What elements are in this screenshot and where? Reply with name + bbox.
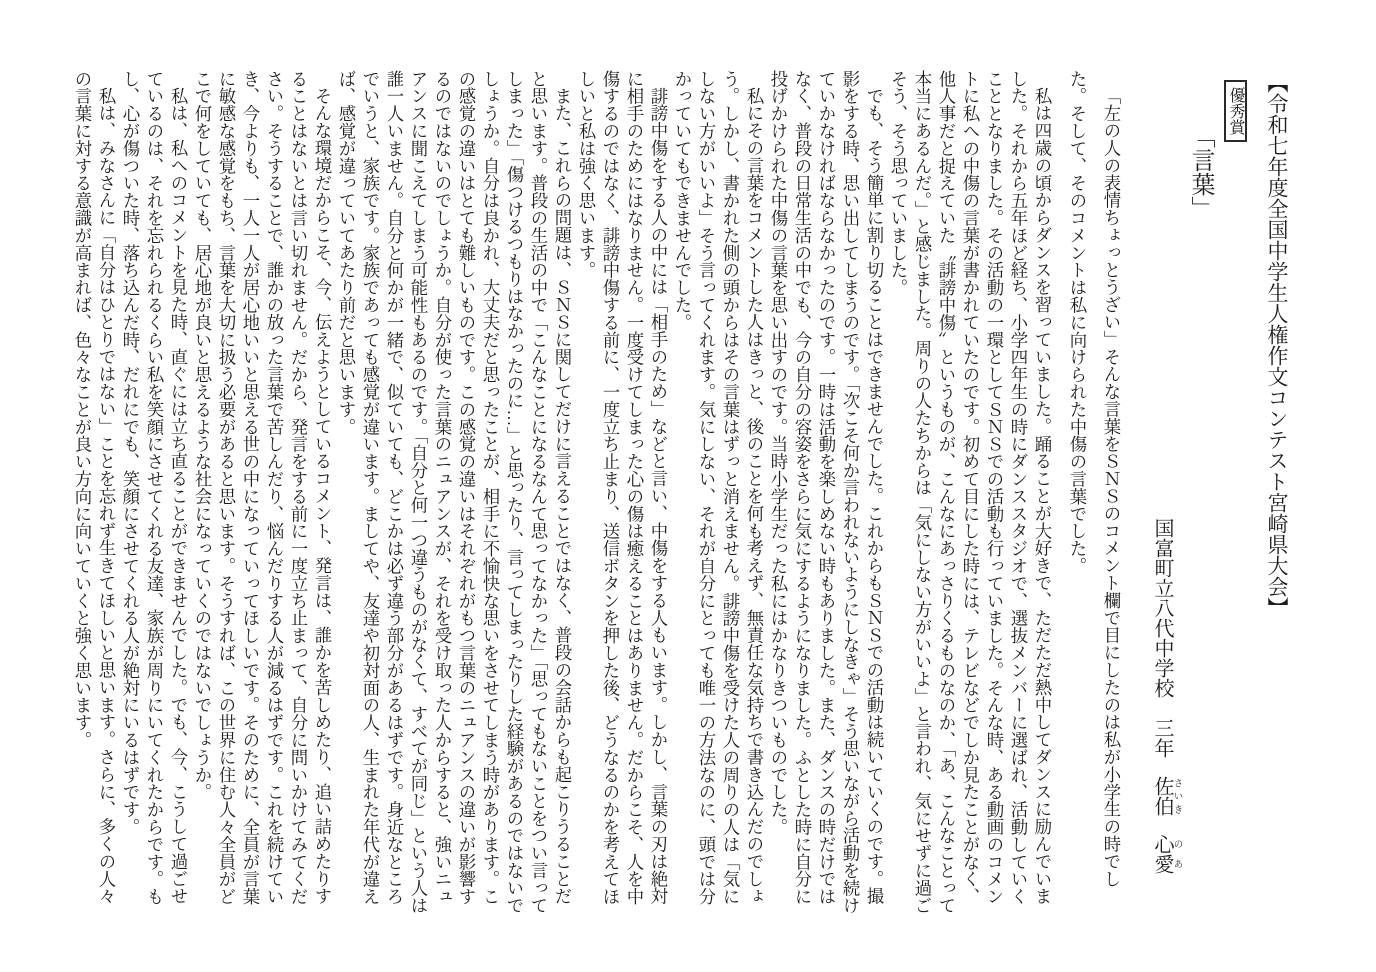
award-badge: 優秀賞 (1224, 80, 1247, 142)
essay-paragraph: 「左の人の表情ちょっとうざい」そんな言葉をＳＮＳのコメント欄で目にしたのは私が小学生の時でした。そして、そのコメントは私に向けられた中傷の言葉でした。 (1067, 70, 1121, 888)
essay-paragraph: 私は四歳の頃からダンスを習っていました。踊ることが大好きで、ただただ熱中してダンスに励んでいました。それから五年ほど経ち、小学四年生の時にダンススタジオで、選抜メンバーに選ばれ、活動していくこととなりました。その活動の一環としてＳＮＳでの活動も行っていました。そんな時、ある動画のコメントに私への中傷の言葉が書かれていたのです。初めて目にした時には、テレビなどでしか見たことがなく、他人事だと捉えていた〝誹謗中傷〟というものが、こんなにあっさりくるものなのか、「あ、こんなことって本当にあるんだ。」と感じました。周りの人たちからは「気にしない方がいいよ」と言われ、気にせずに過ごそう、そう思っていました。 (888, 70, 1052, 914)
essay-paragraph: 私にその言葉をコメントした人はきっと、後のことを何も考えず、無責任な気持ちで書き込んだのでしょう。しかし、書かれた側の頭からはその言葉はずっと消えません。誹謗中傷を受けた人の周りの人は「気にしない方がいいよ」そう言ってくれます。気にしない、それが自分にとっても唯一の方法なのに、頭では分かっていてもできませんでした。 (672, 70, 764, 906)
author-givenname (1151, 834, 1183, 874)
author-surname-base: 佐伯 (1151, 776, 1173, 816)
essay-paragraph: そんな環境だからこそ、今、伝えようとしているコメント、発言は、誰かを苦しめたり、追い詰めたりすることはないとは言い切れません。だから、発言をする前に一度立ち止まって、自分に問いかけてみてください。そうすることで、誰かの放った言葉で苦しんだり、悩んだりする人が減るはずです。これを続けていき、今よりも、一人一人が居心地いいと思える世の中になっていってほしいです。そのために、全員が言葉に敏感な感覚をもち、言葉を大切に扱う必要があると思います。そうすれば、この世界に住む人々全員がどこで何をしていても、居心地が良いと思えるような社会になっていくのではないでしょうか。 (192, 70, 332, 906)
award-line (1222, 70, 1248, 922)
essay-paragraph: 誹謗中傷をする人の中には「相手のため」などと言い、中傷をする人もいます。しかし、言葉の刃は絶対に相手のためにはなりません。一度受けてしまった心の傷は癒えることはありません。だからこそ、人を中傷するのではなく、誹謗中傷する前に、一度立ち止まり、送信ボタンを押した後、どうなるのかを考えてほしいと私は強く思います。 (576, 70, 668, 906)
essay-paragraph: また、これらの問題は、ＳＮＳに関してだけに言えることではなく、普段の会話からも起こりうることだと思います。普段の生活の中で「こんなことになるなんて思ってなかった」「思ってもないことをつい言ってしまった」「傷つけるつもりはなかったのに…」と思ったり、言ってしまったりした経験があるのではないでしょうか。自分は良かれ、大丈夫だと思ったことが、相手に不愉快な思いをさせてしまう時があります。この感覚の違いはとても難しいものです。この感覚の違いはそれぞれがもつ言葉のニュアンスの違いが影響するのではないのでしょうか。自分が使った言葉のニュアンスが、それを受け取った人からすると、強いニュアンスに聞こえてしまう可能性もあるのです。「自分と何一つ違うものがなくて、すべてが同じ」という人は誰一人いません。自分と何かが一緒で、似ていても、どこかは必ず違う部分があるはずです。身近なところでいうと、家族です。家族であっても感覚が違います。ましてや、友達や初対面の人、生まれた年代が違えば、感覚が違っていてあたり前だと思います。 (336, 70, 572, 914)
essay-paragraph: 私は、みなさんに「自分はひとりではない」ことを忘れず生きてほしいと思います。さらに、多くの人々の言葉に対する意識が高まれば、色々なことが良い方向に向いていくと強く思います。 (72, 70, 116, 906)
vertical-text-flow (70, 70, 1290, 922)
essay-paragraph: でも、そう簡単に割り切ることはできませんでした。これからもＳＮＳでの活動は続いていくのです。撮影をする時、思い出してしまうのです。「次こそ何か言われないようにしなきゃ」そう思いながら活動を続けていかなければならなかったのです。一時は活動を楽しめない時もありました。また、ダンスの時だけではなく、普段の日常生活の中でも、今の自分の容姿をさらに気にするようになりました。ふとした時に自分に投げかけられた中傷の言葉を思い出すのです。当時小学生だった私にはかなりきついものでした。 (768, 70, 884, 914)
essay-paragraph: 私は、私へのコメントを見た時、直ぐには立ち直ることができませんでした。でも、今、こうして過ごせているのは、それを忘れられるくらい私を笑顔にさせてくれる友達、家族が周りにいてくれたからです。もし、心が傷ついた時、落ち込んだ時、だれにでも、笑顔にさせてくれる人が絶対にいるはずです。 (120, 70, 188, 906)
author-surname-ruby: さいき (1171, 776, 1183, 816)
author-givenname-ruby: のあ (1171, 834, 1183, 874)
byline (1150, 70, 1182, 922)
contest-header: 【令和七年度全国中学生人権作文コンテスト宮崎県大会】 (1265, 72, 1288, 618)
school-and-grade: 国富町立八代中学校 三年 (1151, 518, 1173, 758)
essay-title: 「言葉」 (1187, 124, 1214, 220)
author-surname (1151, 776, 1183, 816)
author-givenname-base: 心愛 (1151, 834, 1173, 874)
essay-body (70, 70, 1128, 922)
